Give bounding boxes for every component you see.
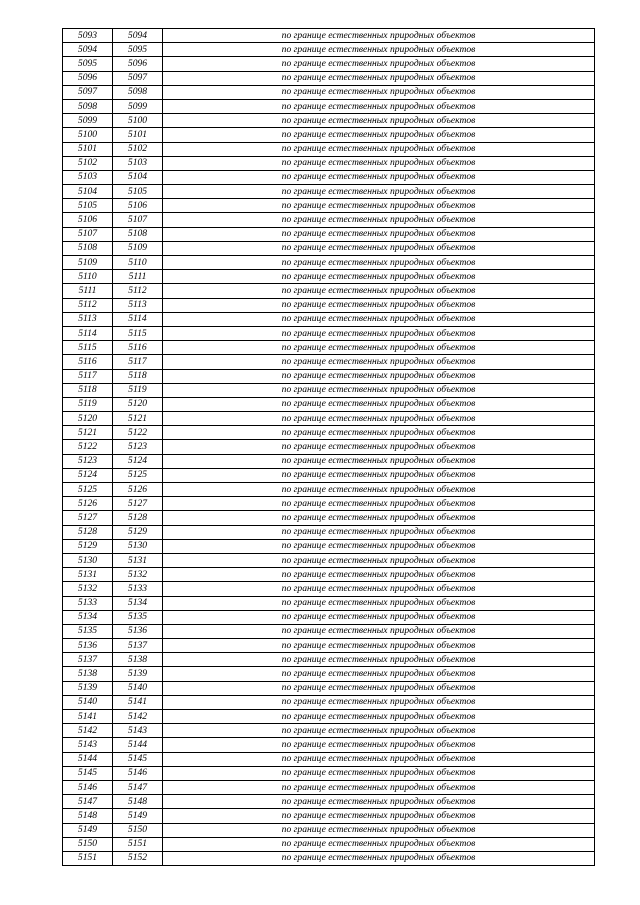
boundary-description-cell: по границе естественных природных объектов bbox=[163, 610, 595, 624]
table-row bbox=[63, 369, 595, 383]
table-row bbox=[63, 185, 595, 199]
table-row bbox=[63, 227, 595, 241]
table-row bbox=[63, 596, 595, 610]
point-from-cell: 5148 bbox=[63, 809, 113, 823]
point-to-cell: 5135 bbox=[113, 610, 163, 624]
boundary-description-cell: по границе естественных природных объектов bbox=[163, 681, 595, 695]
point-to-cell: 5140 bbox=[113, 681, 163, 695]
table-row bbox=[63, 483, 595, 497]
point-from-cell: 5136 bbox=[63, 639, 113, 653]
point-from-cell: 5118 bbox=[63, 383, 113, 397]
point-from-cell: 5134 bbox=[63, 610, 113, 624]
boundary-description-cell: по границе естественных природных объектов bbox=[163, 454, 595, 468]
boundary-description-cell: по границе естественных природных объектов bbox=[163, 298, 595, 312]
boundary-description-cell: по границе естественных природных объектов bbox=[163, 114, 595, 128]
boundary-description-cell: по границе естественных природных объектов bbox=[163, 667, 595, 681]
point-to-cell: 5144 bbox=[113, 738, 163, 752]
point-from-cell: 5100 bbox=[63, 128, 113, 142]
point-from-cell: 5130 bbox=[63, 553, 113, 567]
point-to-cell: 5134 bbox=[113, 596, 163, 610]
boundary-description-cell: по границе естественных природных объектов bbox=[163, 43, 595, 57]
point-to-cell: 5129 bbox=[113, 525, 163, 539]
point-to-cell: 5116 bbox=[113, 341, 163, 355]
point-from-cell: 5119 bbox=[63, 397, 113, 411]
boundary-description-cell: по границе естественных природных объектов bbox=[163, 553, 595, 567]
point-to-cell: 5104 bbox=[113, 170, 163, 184]
boundary-description-cell: по границе естественных природных объектов bbox=[163, 312, 595, 326]
point-from-cell: 5137 bbox=[63, 653, 113, 667]
point-to-cell: 5139 bbox=[113, 667, 163, 681]
boundary-description-cell: по границе естественных природных объектов bbox=[163, 837, 595, 851]
point-to-cell: 5110 bbox=[113, 256, 163, 270]
point-to-cell: 5105 bbox=[113, 185, 163, 199]
point-from-cell: 5103 bbox=[63, 170, 113, 184]
table-row bbox=[63, 553, 595, 567]
point-from-cell: 5142 bbox=[63, 724, 113, 738]
table-row bbox=[63, 710, 595, 724]
boundary-description-cell: по границе естественных природных объектов bbox=[163, 653, 595, 667]
point-from-cell: 5129 bbox=[63, 539, 113, 553]
point-from-cell: 5151 bbox=[63, 851, 113, 865]
table-row bbox=[63, 851, 595, 865]
table-row bbox=[63, 256, 595, 270]
point-from-cell: 5102 bbox=[63, 156, 113, 170]
point-from-cell: 5121 bbox=[63, 426, 113, 440]
boundary-description-cell: по границе естественных природных объектов bbox=[163, 241, 595, 255]
point-from-cell: 5150 bbox=[63, 837, 113, 851]
point-from-cell: 5143 bbox=[63, 738, 113, 752]
boundary-description-cell: по границе естественных природных объектов bbox=[163, 539, 595, 553]
boundary-description-cell: по границе естественных природных объектов bbox=[163, 29, 595, 43]
point-from-cell: 5110 bbox=[63, 270, 113, 284]
point-to-cell: 5109 bbox=[113, 241, 163, 255]
point-to-cell: 5149 bbox=[113, 809, 163, 823]
table-row bbox=[63, 43, 595, 57]
point-to-cell: 5141 bbox=[113, 695, 163, 709]
boundary-description-cell: по границе естественных природных объектов bbox=[163, 795, 595, 809]
point-to-cell: 5146 bbox=[113, 766, 163, 780]
table-row bbox=[63, 241, 595, 255]
table-row bbox=[63, 454, 595, 468]
point-to-cell: 5122 bbox=[113, 426, 163, 440]
point-from-cell: 5141 bbox=[63, 710, 113, 724]
boundary-description-cell: по границе естественных природных объектов bbox=[163, 156, 595, 170]
table-row bbox=[63, 497, 595, 511]
table-row bbox=[63, 639, 595, 653]
point-from-cell: 5133 bbox=[63, 596, 113, 610]
table-row bbox=[63, 114, 595, 128]
point-to-cell: 5150 bbox=[113, 823, 163, 837]
boundary-description-cell: по границе естественных природных объектов bbox=[163, 483, 595, 497]
point-to-cell: 5143 bbox=[113, 724, 163, 738]
point-to-cell: 5136 bbox=[113, 624, 163, 638]
table-row bbox=[63, 284, 595, 298]
boundary-description-cell: по границе естественных природных объектов bbox=[163, 468, 595, 482]
table-row bbox=[63, 85, 595, 99]
table-row bbox=[63, 397, 595, 411]
point-from-cell: 5140 bbox=[63, 695, 113, 709]
table-row bbox=[63, 610, 595, 624]
table-row bbox=[63, 341, 595, 355]
table-row bbox=[63, 738, 595, 752]
point-from-cell: 5109 bbox=[63, 256, 113, 270]
point-to-cell: 5125 bbox=[113, 468, 163, 482]
point-from-cell: 5146 bbox=[63, 780, 113, 794]
boundary-description-cell: по границе естественных природных объектов bbox=[163, 85, 595, 99]
point-to-cell: 5108 bbox=[113, 227, 163, 241]
boundary-description-cell: по границе естественных природных объектов bbox=[163, 284, 595, 298]
point-to-cell: 5124 bbox=[113, 454, 163, 468]
point-to-cell: 5151 bbox=[113, 837, 163, 851]
point-from-cell: 5112 bbox=[63, 298, 113, 312]
point-from-cell: 5096 bbox=[63, 71, 113, 85]
boundary-description-cell: по границе естественных природных объектов bbox=[163, 766, 595, 780]
boundary-description-cell: по границе естественных природных объектов bbox=[163, 326, 595, 340]
point-to-cell: 5120 bbox=[113, 397, 163, 411]
table-row bbox=[63, 681, 595, 695]
point-to-cell: 5142 bbox=[113, 710, 163, 724]
table-row bbox=[63, 667, 595, 681]
boundary-description-cell: по границе естественных природных объектов bbox=[163, 227, 595, 241]
point-to-cell: 5127 bbox=[113, 497, 163, 511]
boundary-description-cell: по границе естественных природных объектов bbox=[163, 568, 595, 582]
table-body bbox=[63, 29, 595, 866]
table-row bbox=[63, 199, 595, 213]
table-row bbox=[63, 156, 595, 170]
boundary-description-cell: по границе естественных природных объектов bbox=[163, 341, 595, 355]
boundary-points-table bbox=[62, 28, 595, 866]
point-to-cell: 5147 bbox=[113, 780, 163, 794]
boundary-description-cell: по границе естественных природных объектов bbox=[163, 199, 595, 213]
boundary-description-cell: по границе естественных природных объектов bbox=[163, 270, 595, 284]
boundary-description-cell: по границе естественных природных объектов bbox=[163, 752, 595, 766]
boundary-description-cell: по границе естественных природных объектов bbox=[163, 596, 595, 610]
boundary-description-cell: по границе естественных природных объектов bbox=[163, 710, 595, 724]
table-row bbox=[63, 213, 595, 227]
point-from-cell: 5101 bbox=[63, 142, 113, 156]
point-from-cell: 5125 bbox=[63, 483, 113, 497]
point-to-cell: 5119 bbox=[113, 383, 163, 397]
table-row bbox=[63, 823, 595, 837]
point-from-cell: 5120 bbox=[63, 412, 113, 426]
point-from-cell: 5093 bbox=[63, 29, 113, 43]
point-from-cell: 5094 bbox=[63, 43, 113, 57]
boundary-description-cell: по границе естественных природных объектов bbox=[163, 397, 595, 411]
point-from-cell: 5135 bbox=[63, 624, 113, 638]
point-to-cell: 5107 bbox=[113, 213, 163, 227]
point-to-cell: 5106 bbox=[113, 199, 163, 213]
point-to-cell: 5137 bbox=[113, 639, 163, 653]
boundary-description-cell: по границе естественных природных объектов bbox=[163, 724, 595, 738]
point-to-cell: 5132 bbox=[113, 568, 163, 582]
point-from-cell: 5095 bbox=[63, 57, 113, 71]
boundary-description-cell: по границе естественных природных объектов bbox=[163, 695, 595, 709]
point-to-cell: 5118 bbox=[113, 369, 163, 383]
boundary-description-cell: по границе естественных природных объектов bbox=[163, 440, 595, 454]
point-from-cell: 5114 bbox=[63, 326, 113, 340]
point-from-cell: 5117 bbox=[63, 369, 113, 383]
point-to-cell: 5111 bbox=[113, 270, 163, 284]
table-row bbox=[63, 837, 595, 851]
boundary-description-cell: по границе естественных природных объектов bbox=[163, 369, 595, 383]
boundary-description-cell: по границе естественных природных объектов bbox=[163, 426, 595, 440]
point-to-cell: 5123 bbox=[113, 440, 163, 454]
table-row bbox=[63, 468, 595, 482]
table-row bbox=[63, 511, 595, 525]
table-row bbox=[63, 270, 595, 284]
point-to-cell: 5121 bbox=[113, 412, 163, 426]
table-row bbox=[63, 568, 595, 582]
point-from-cell: 5104 bbox=[63, 185, 113, 199]
point-to-cell: 5126 bbox=[113, 483, 163, 497]
table-row bbox=[63, 624, 595, 638]
point-to-cell: 5130 bbox=[113, 539, 163, 553]
point-from-cell: 5098 bbox=[63, 99, 113, 113]
point-to-cell: 5145 bbox=[113, 752, 163, 766]
table-row bbox=[63, 766, 595, 780]
point-to-cell: 5115 bbox=[113, 326, 163, 340]
boundary-description-cell: по границе естественных природных объектов bbox=[163, 780, 595, 794]
point-from-cell: 5132 bbox=[63, 582, 113, 596]
table-row bbox=[63, 724, 595, 738]
point-to-cell: 5114 bbox=[113, 312, 163, 326]
point-from-cell: 5123 bbox=[63, 454, 113, 468]
boundary-description-cell: по границе естественных природных объектов bbox=[163, 525, 595, 539]
point-from-cell: 5111 bbox=[63, 284, 113, 298]
boundary-description-cell: по границе естественных природных объектов bbox=[163, 256, 595, 270]
table-row bbox=[63, 412, 595, 426]
table-row bbox=[63, 383, 595, 397]
point-to-cell: 5097 bbox=[113, 71, 163, 85]
table-row bbox=[63, 582, 595, 596]
point-to-cell: 5128 bbox=[113, 511, 163, 525]
point-from-cell: 5144 bbox=[63, 752, 113, 766]
boundary-description-cell: по границе естественных природных объектов bbox=[163, 809, 595, 823]
boundary-description-cell: по границе естественных природных объектов bbox=[163, 823, 595, 837]
table-row bbox=[63, 170, 595, 184]
point-from-cell: 5147 bbox=[63, 795, 113, 809]
point-to-cell: 5148 bbox=[113, 795, 163, 809]
point-from-cell: 5107 bbox=[63, 227, 113, 241]
boundary-description-cell: по границе естественных природных объектов bbox=[163, 639, 595, 653]
boundary-description-cell: по границе естественных природных объектов bbox=[163, 71, 595, 85]
boundary-description-cell: по границе естественных природных объектов bbox=[163, 57, 595, 71]
point-to-cell: 5102 bbox=[113, 142, 163, 156]
point-from-cell: 5116 bbox=[63, 355, 113, 369]
point-to-cell: 5103 bbox=[113, 156, 163, 170]
point-from-cell: 5128 bbox=[63, 525, 113, 539]
point-from-cell: 5105 bbox=[63, 199, 113, 213]
point-to-cell: 5117 bbox=[113, 355, 163, 369]
boundary-description-cell: по границе естественных природных объектов bbox=[163, 412, 595, 426]
point-from-cell: 5145 bbox=[63, 766, 113, 780]
table-row bbox=[63, 312, 595, 326]
point-from-cell: 5127 bbox=[63, 511, 113, 525]
boundary-description-cell: по границе естественных природных объектов bbox=[163, 128, 595, 142]
boundary-description-cell: по границе естественных природных объектов bbox=[163, 213, 595, 227]
point-from-cell: 5099 bbox=[63, 114, 113, 128]
point-from-cell: 5131 bbox=[63, 568, 113, 582]
table-row bbox=[63, 752, 595, 766]
point-from-cell: 5139 bbox=[63, 681, 113, 695]
table-row bbox=[63, 298, 595, 312]
boundary-description-cell: по границе естественных природных объектов bbox=[163, 170, 595, 184]
point-from-cell: 5122 bbox=[63, 440, 113, 454]
point-to-cell: 5096 bbox=[113, 57, 163, 71]
boundary-description-cell: по границе естественных природных объектов bbox=[163, 142, 595, 156]
boundary-description-cell: по границе естественных природных объектов bbox=[163, 624, 595, 638]
table-row bbox=[63, 695, 595, 709]
table-row bbox=[63, 780, 595, 794]
table-row bbox=[63, 29, 595, 43]
point-to-cell: 5138 bbox=[113, 653, 163, 667]
table-row bbox=[63, 57, 595, 71]
boundary-description-cell: по границе естественных природных объектов bbox=[163, 851, 595, 865]
point-to-cell: 5131 bbox=[113, 553, 163, 567]
table-row bbox=[63, 142, 595, 156]
point-from-cell: 5124 bbox=[63, 468, 113, 482]
table-row bbox=[63, 326, 595, 340]
point-to-cell: 5100 bbox=[113, 114, 163, 128]
table-row bbox=[63, 795, 595, 809]
point-to-cell: 5101 bbox=[113, 128, 163, 142]
table-row bbox=[63, 71, 595, 85]
boundary-description-cell: по границе естественных природных объектов bbox=[163, 383, 595, 397]
table-row bbox=[63, 440, 595, 454]
table-row bbox=[63, 99, 595, 113]
point-to-cell: 5152 bbox=[113, 851, 163, 865]
boundary-description-cell: по границе естественных природных объектов bbox=[163, 185, 595, 199]
table-row bbox=[63, 355, 595, 369]
table-row bbox=[63, 539, 595, 553]
boundary-description-cell: по границе естественных природных объектов bbox=[163, 99, 595, 113]
point-to-cell: 5112 bbox=[113, 284, 163, 298]
point-from-cell: 5113 bbox=[63, 312, 113, 326]
point-from-cell: 5149 bbox=[63, 823, 113, 837]
point-from-cell: 5115 bbox=[63, 341, 113, 355]
boundary-description-cell: по границе естественных природных объектов bbox=[163, 355, 595, 369]
point-from-cell: 5138 bbox=[63, 667, 113, 681]
point-to-cell: 5095 bbox=[113, 43, 163, 57]
boundary-description-cell: по границе естественных природных объектов bbox=[163, 582, 595, 596]
table-row bbox=[63, 426, 595, 440]
table-row bbox=[63, 809, 595, 823]
boundary-description-cell: по границе естественных природных объектов bbox=[163, 738, 595, 752]
point-to-cell: 5113 bbox=[113, 298, 163, 312]
table-row bbox=[63, 525, 595, 539]
point-from-cell: 5108 bbox=[63, 241, 113, 255]
point-to-cell: 5094 bbox=[113, 29, 163, 43]
boundary-description-cell: по границе естественных природных объектов bbox=[163, 497, 595, 511]
point-from-cell: 5106 bbox=[63, 213, 113, 227]
point-from-cell: 5126 bbox=[63, 497, 113, 511]
point-to-cell: 5098 bbox=[113, 85, 163, 99]
boundary-description-cell: по границе естественных природных объектов bbox=[163, 511, 595, 525]
point-to-cell: 5099 bbox=[113, 99, 163, 113]
table-row bbox=[63, 653, 595, 667]
table-row bbox=[63, 128, 595, 142]
point-from-cell: 5097 bbox=[63, 85, 113, 99]
point-to-cell: 5133 bbox=[113, 582, 163, 596]
